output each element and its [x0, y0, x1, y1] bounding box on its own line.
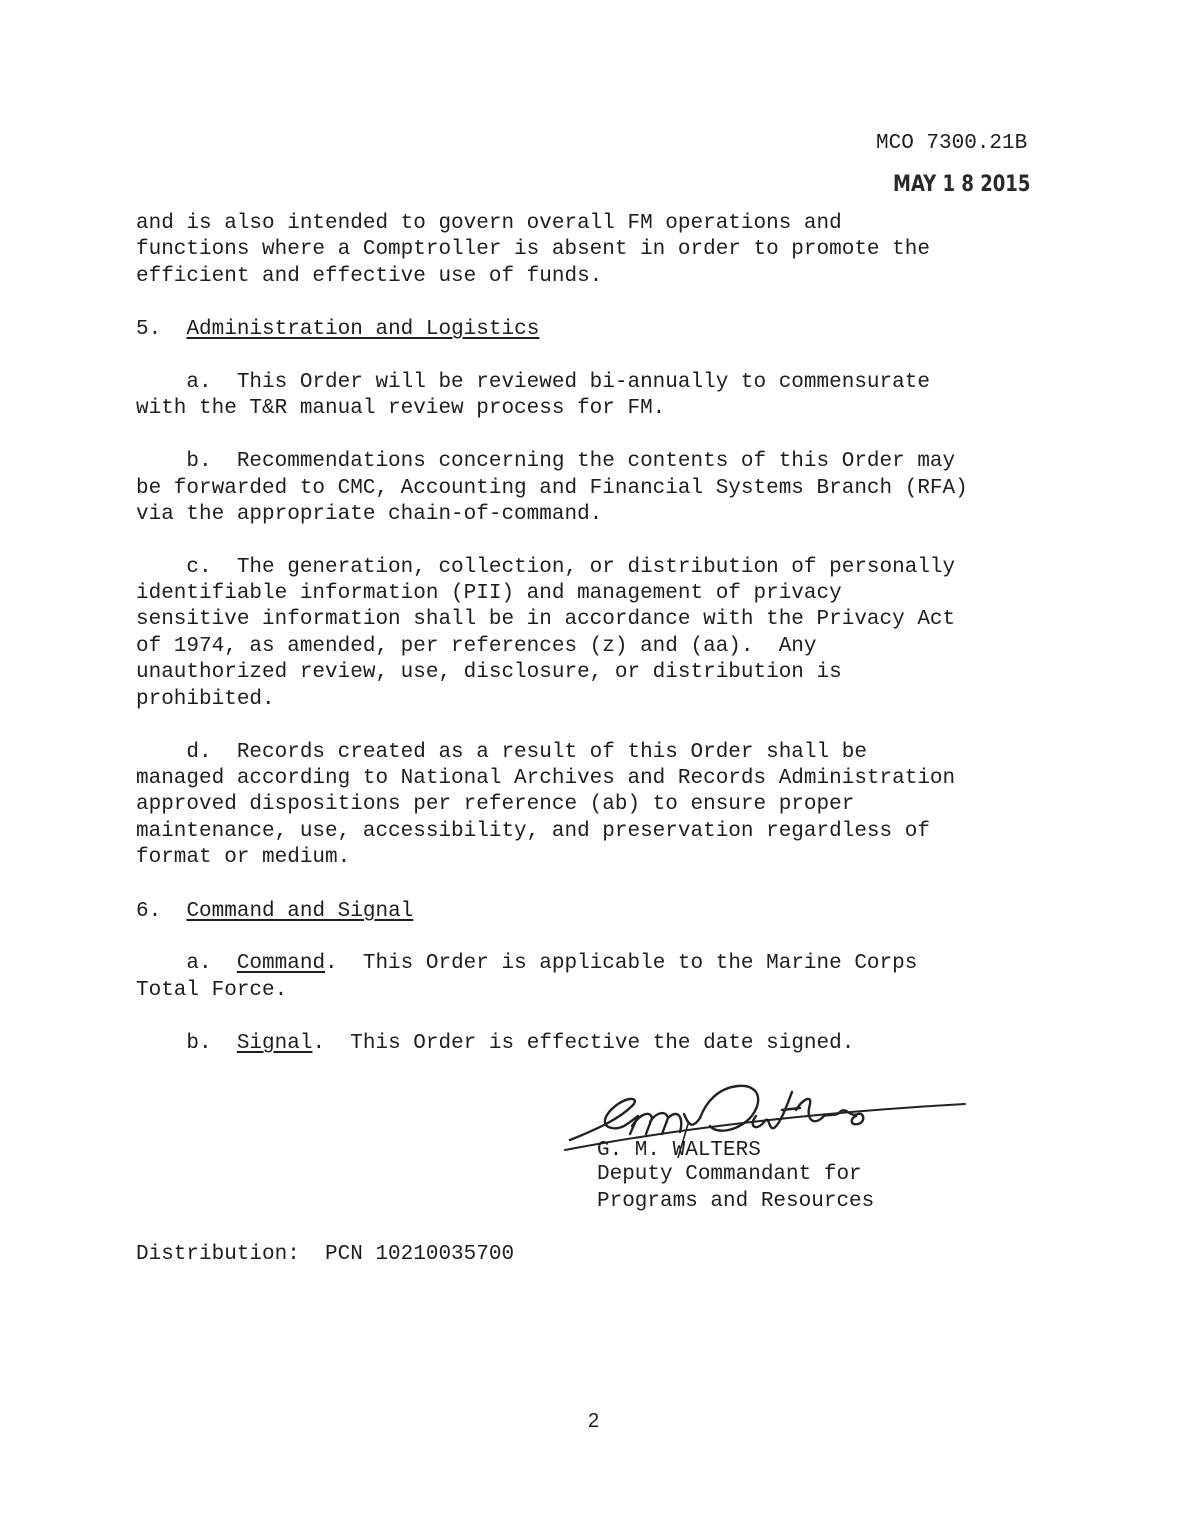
signer-title-line-1: Deputy Commandant for — [597, 1163, 862, 1186]
intro-line-2: functions where a Comptroller is absent in order to promote the — [136, 238, 930, 261]
section-6-title: Command and Signal — [186, 900, 414, 923]
para-6b-prefix: b. — [136, 1032, 237, 1055]
para-6a-line-2: Total Force. — [136, 979, 288, 1002]
section-5-title: Administration and Logistics — [186, 318, 540, 341]
intro-line-1: and is also intended to govern overall FM operations and — [136, 212, 842, 235]
para-5a-line-2: with the T&R manual review process for FM. — [136, 397, 666, 420]
distribution-line: Distribution: PCN 10210035700 — [136, 1243, 515, 1266]
para-5c-line-4: of 1974, as amended, per references (z) and (aa). Any — [136, 635, 817, 658]
para-5c-line-6: prohibited. — [136, 688, 275, 711]
para-5d-line-5: format or medium. — [136, 846, 351, 869]
para-5c-line-1: c. The generation, collection, or distribution of personally — [136, 556, 956, 579]
date-stamp: MAY 1 8 2015 — [893, 172, 1031, 197]
section-6-heading — [136, 899, 413, 925]
order-number: MCO 7300.21B — [876, 132, 1028, 155]
para-5b-line-3: via the appropriate chain-of-command. — [136, 503, 603, 526]
section-5-number: 5. — [136, 318, 162, 341]
para-5d-line-4: maintenance, use, accessibility, and preservation regardless of — [136, 820, 930, 843]
para-5b-line-1: b. Recommendations concerning the contents of this Order may — [136, 450, 956, 473]
page-number: 2 — [588, 1410, 600, 1432]
para-6b-heading: Signal — [236, 1032, 313, 1055]
para-5b-line-2: be forwarded to CMC, Accounting and Financial Systems Branch (RFA) — [136, 477, 968, 500]
para-6a-text: . This Order is applicable to the Marine Corps — [325, 952, 918, 975]
para-5d-line-1: d. Records created as a result of this Order shall be — [136, 741, 867, 764]
para-6a-line-1 — [136, 951, 917, 977]
para-6b-text: . This Order is effective the date signed. — [312, 1032, 855, 1055]
intro-line-3: efficient and effective use of funds. — [136, 265, 603, 288]
para-5d-line-2: managed according to National Archives and Records Administration — [136, 767, 956, 790]
para-6b-line-1 — [136, 1031, 854, 1057]
para-5c-line-3: sensitive information shall be in accordance with the Privacy Act — [136, 608, 956, 631]
section-5-heading — [136, 317, 539, 343]
para-6a-heading: Command — [236, 952, 326, 975]
para-5d-line-3: approved dispositions per reference (ab) to ensure proper — [136, 793, 855, 816]
para-5a-line-1: a. This Order will be reviewed bi-annually to commensurate — [136, 371, 930, 394]
para-5c-line-2: identifiable information (PII) and management of privacy — [136, 582, 842, 605]
para-6a-prefix: a. — [136, 952, 237, 975]
para-5c-line-5: unauthorized review, use, disclosure, or distribution is — [136, 661, 842, 684]
signer-name: G. M. WALTERS — [597, 1139, 761, 1162]
section-6-number: 6. — [136, 900, 162, 923]
signer-title-line-2: Programs and Resources — [597, 1190, 875, 1213]
